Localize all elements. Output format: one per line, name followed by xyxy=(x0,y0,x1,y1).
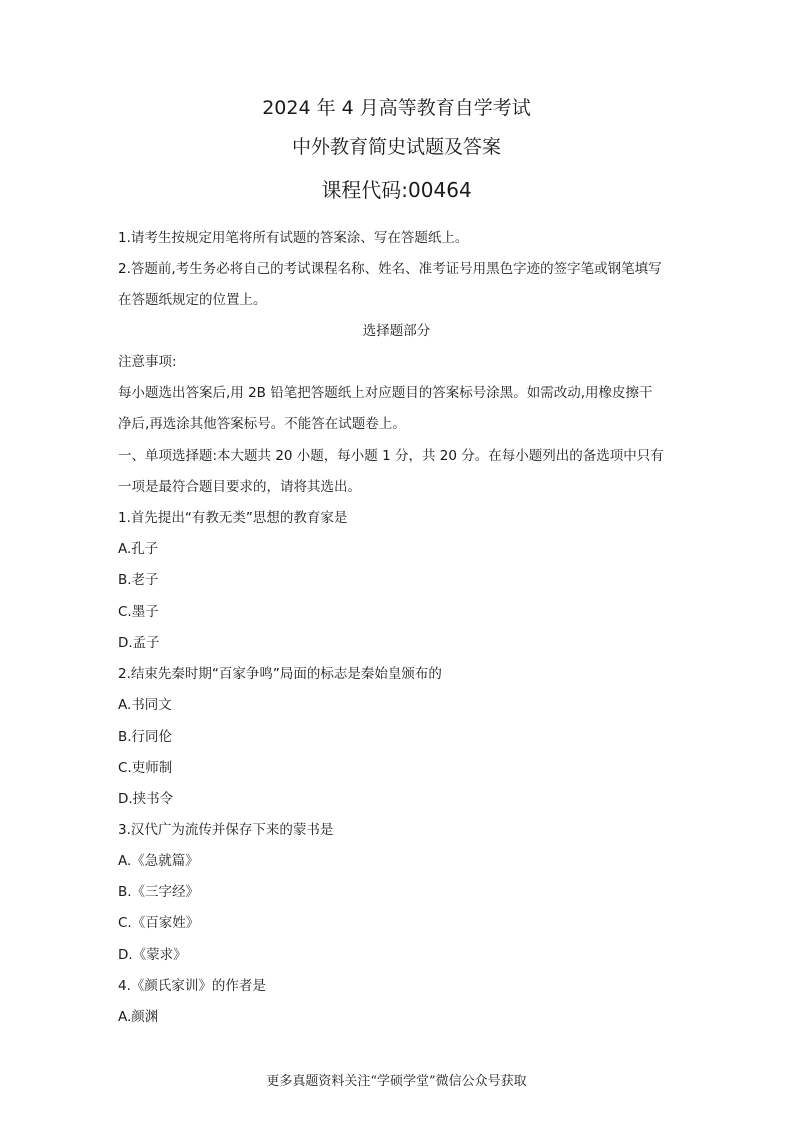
question-3-option-c: C.《百家姓》 xyxy=(118,915,200,931)
question-4: 4.《颜氏家训》的作者是 xyxy=(118,978,266,994)
question-2-option-b: B.行同伦 xyxy=(118,729,173,745)
attention-label: 注意事项: xyxy=(118,354,177,370)
question-1: 1.首先提出“有教无类”思想的教育家是 xyxy=(118,510,348,526)
question-1-option-a: A.孔子 xyxy=(118,541,159,557)
question-3-option-d: D.《蒙求》 xyxy=(118,947,187,963)
course-code: 课程代码:00464 xyxy=(321,178,472,202)
question-1-option-b: B.老子 xyxy=(118,572,159,588)
question-2: 2.结束先秦时期“百家争鸣”局面的标志是秦始皇颁布的 xyxy=(118,666,442,682)
exam-subtitle: 中外教育简史试题及答案 xyxy=(291,136,501,158)
question-3: 3.汉代广为流传并保存下来的蒙书是 xyxy=(118,822,334,838)
notice-item-2-line-2: 在答题纸规定的位置上。 xyxy=(118,292,267,308)
notice-item-1: 1.请考生按规定用笔将所有试题的答案涂、写在答题纸上。 xyxy=(118,230,469,246)
question-2-option-a: A.书同文 xyxy=(118,697,172,713)
attention-line-2: 净后,再选涂其他答案标号。不能答在试题卷上。 xyxy=(118,416,406,432)
question-2-option-d: D.挟书令 xyxy=(118,791,174,807)
instruction-line-2: 一项是最符合题目要求的，请将其选出。 xyxy=(118,479,361,495)
question-3-option-b: B.《三字经》 xyxy=(118,884,200,900)
footer-note: 更多真题资料关注“学硕学堂”微信公众号获取 xyxy=(266,1074,527,1089)
question-3-option-a: A.《急就篇》 xyxy=(118,853,199,869)
question-1-option-c: C.墨子 xyxy=(118,604,159,620)
notice-item-2-line-1: 2.答题前,考生务必将自己的考试课程名称、姓名、准考证号用黑色字迹的签字笔或钢笔填写 xyxy=(118,261,662,277)
question-4-option-a: A.颜渊 xyxy=(118,1009,159,1025)
attention-line-1: 每小题选出答案后,用 2B 铅笔把答题纸上对应题目的答案标号涂黑。如需改动,用橡皮擦干 xyxy=(118,385,653,401)
exam-title: 2024 年 4 月高等教育自学考试 xyxy=(262,97,531,119)
section-title: 选择题部分 xyxy=(362,323,431,339)
question-2-option-c: C.吏师制 xyxy=(118,760,173,776)
question-1-option-d: D.孟子 xyxy=(118,635,160,651)
instruction-line-1: 一、单项选择题:本大题共 20 小题，每小题 1 分，共 20 分。在每小题列出的备选项中只有 xyxy=(118,448,664,464)
